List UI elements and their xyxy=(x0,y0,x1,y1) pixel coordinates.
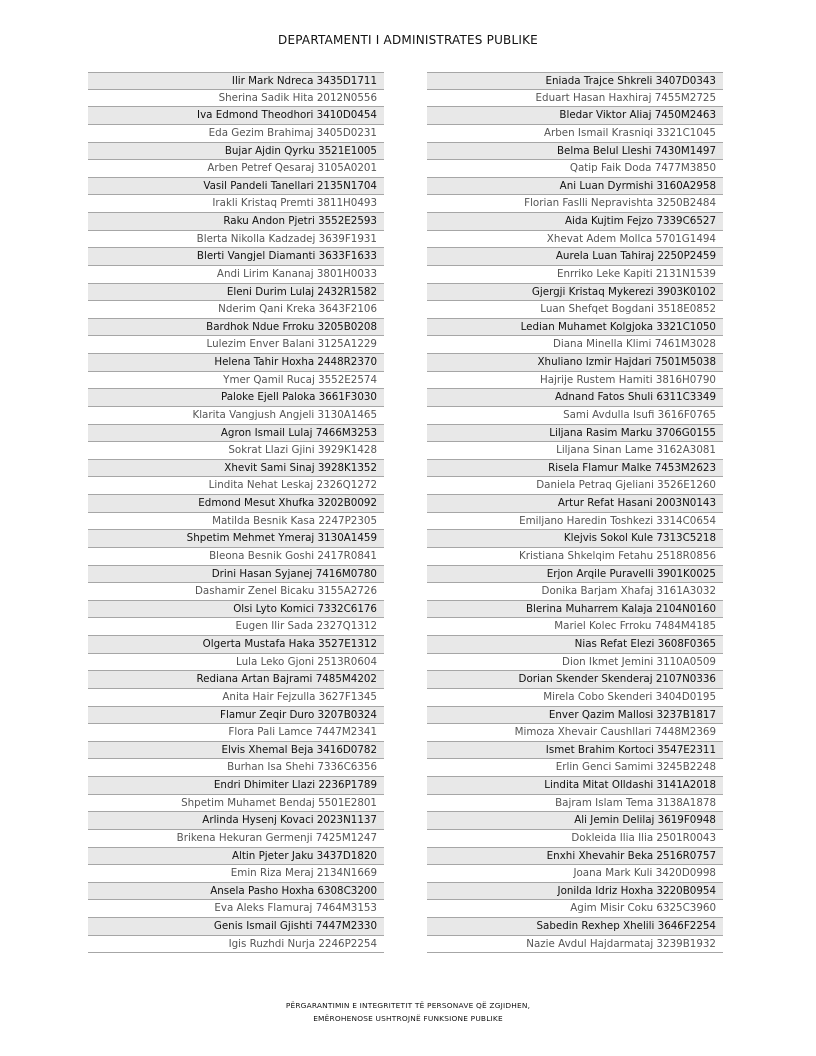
list-item: Blerina Muharrem Kalaja 2104N0160 xyxy=(427,601,723,619)
list-item: Qatip Faik Doda 7477M3850 xyxy=(427,160,723,178)
list-item: Lindita Mitat Olldashi 3141A2018 xyxy=(427,777,723,795)
list-item: Erjon Arqile Puravelli 3901K0025 xyxy=(427,566,723,584)
list-item: Enrriko Leke Kapiti 2131N1539 xyxy=(427,266,723,284)
list-item: Luan Shefqet Bogdani 3518E0852 xyxy=(427,301,723,319)
list-item: Ledian Muhamet Kolgjoka 3321C1050 xyxy=(427,319,723,337)
list-item: Liljana Sinan Lame 3162A3081 xyxy=(427,442,723,460)
list-item: Irakli Kristaq Premti 3811H0493 xyxy=(88,195,384,213)
list-item: Agim Misir Coku 6325C3960 xyxy=(427,900,723,918)
left-name-list xyxy=(88,72,384,953)
list-item: Andi Lirim Kananaj 3801H0033 xyxy=(88,266,384,284)
list-item: Ani Luan Dyrmishi 3160A2958 xyxy=(427,178,723,196)
list-item: Nazie Avdul Hajdarmataj 3239B1932 xyxy=(427,936,723,954)
list-item: Mimoza Xhevair Caushllari 7448M2369 xyxy=(427,724,723,742)
page-title: DEPARTAMENTI I ADMINISTRATES PUBLIKE xyxy=(278,33,538,47)
list-item: Gjergji Kristaq Mykerezi 3903K0102 xyxy=(427,284,723,302)
list-item: Vasil Pandeli Tanellari 2135N1704 xyxy=(88,178,384,196)
list-item: Ilir Mark Ndreca 3435D1711 xyxy=(88,72,384,90)
list-item: Emiljano Haredin Toshkezi 3314C0654 xyxy=(427,513,723,531)
list-item: Sokrat Llazi Gjini 3929K1428 xyxy=(88,442,384,460)
list-item: Lulezim Enver Balani 3125A1229 xyxy=(88,336,384,354)
list-item: Joana Mark Kuli 3420D0998 xyxy=(427,865,723,883)
list-item: Dashamir Zenel Bicaku 3155A2726 xyxy=(88,583,384,601)
list-item: Dokleida Ilia Ilia 2501R0043 xyxy=(427,830,723,848)
list-item: Genis Ismail Gjishti 7447M2330 xyxy=(88,918,384,936)
list-item: Shpetim Muhamet Bendaj 5501E2801 xyxy=(88,795,384,813)
list-item: Xhuliano Izmir Hajdari 7501M5038 xyxy=(427,354,723,372)
page-footer xyxy=(0,999,816,1025)
list-item: Eniada Trajce Shkreli 3407D0343 xyxy=(427,72,723,90)
list-item: Belma Belul Lleshi 7430M1497 xyxy=(427,143,723,161)
list-item: Ansela Pasho Hoxha 6308C3200 xyxy=(88,883,384,901)
list-item: Igis Ruzhdi Nurja 2246P2254 xyxy=(88,936,384,954)
footer-line-1: PËRGARANTIMIN E INTEGRITETIT TË PERSONAVE QË ZGJIDHEN, xyxy=(285,1001,531,1010)
list-item: Nderim Qani Kreka 3643F2106 xyxy=(88,301,384,319)
list-item: Arben Ismail Krasniqi 3321C1045 xyxy=(427,125,723,143)
list-item: Bardhok Ndue Frroku 3205B0208 xyxy=(88,319,384,337)
list-item: Diana Minella Klimi 7461M3028 xyxy=(427,336,723,354)
list-item: Bleona Besnik Goshi 2417R0841 xyxy=(88,548,384,566)
list-item: Eleni Durim Lulaj 2432R1582 xyxy=(88,284,384,302)
list-item: Edmond Mesut Xhufka 3202B0092 xyxy=(88,495,384,513)
list-item: Adnand Fatos Shuli 6311C3349 xyxy=(427,389,723,407)
list-item: Mirela Cobo Skenderi 3404D0195 xyxy=(427,689,723,707)
list-item: Xhevit Sami Sinaj 3928K1352 xyxy=(88,460,384,478)
list-item: Iva Edmond Theodhori 3410D0454 xyxy=(88,107,384,125)
list-item: Erlin Genci Samimi 3245B2248 xyxy=(427,759,723,777)
list-item: Ali Jemin Delilaj 3619F0948 xyxy=(427,812,723,830)
list-item: Eduart Hasan Haxhiraj 7455M2725 xyxy=(427,90,723,108)
list-item: Sabedin Rexhep Xhelili 3646F2254 xyxy=(427,918,723,936)
list-item: Olsi Lyto Komici 7332C6176 xyxy=(88,601,384,619)
list-item: Blerti Vangjel Diamanti 3633F1633 xyxy=(88,248,384,266)
list-item: Lula Leko Gjoni 2513R0604 xyxy=(88,654,384,672)
list-item: Matilda Besnik Kasa 2247P2305 xyxy=(88,513,384,531)
list-item: Brikena Hekuran Germenji 7425M1247 xyxy=(88,830,384,848)
list-item: Eugen Ilir Sada 2327Q1312 xyxy=(88,618,384,636)
list-item: Klejvis Sokol Kule 7313C5218 xyxy=(427,530,723,548)
list-item: Rediana Artan Bajrami 7485M4202 xyxy=(88,671,384,689)
list-item: Endri Dhimiter Llazi 2236P1789 xyxy=(88,777,384,795)
list-item: Flora Pali Lamce 7447M2341 xyxy=(88,724,384,742)
list-item: Agron Ismail Lulaj 7466M3253 xyxy=(88,425,384,443)
list-item: Arlinda Hysenj Kovaci 2023N1137 xyxy=(88,812,384,830)
list-item: Sherina Sadik Hita 2012N0556 xyxy=(88,90,384,108)
list-item: Dorian Skender Skenderaj 2107N0336 xyxy=(427,671,723,689)
list-item: Ymer Qamil Rucaj 3552E2574 xyxy=(88,372,384,390)
list-item: Artur Refat Hasani 2003N0143 xyxy=(427,495,723,513)
list-item: Dion Ikmet Jemini 3110A0509 xyxy=(427,654,723,672)
list-item: Altin Pjeter Jaku 3437D1820 xyxy=(88,848,384,866)
list-item: Bledar Viktor Aliaj 7450M2463 xyxy=(427,107,723,125)
list-item: Ismet Brahim Kortoci 3547E2311 xyxy=(427,742,723,760)
list-item: Nias Refat Elezi 3608F0365 xyxy=(427,636,723,654)
right-name-list xyxy=(427,72,723,953)
list-item: Burhan Isa Shehi 7336C6356 xyxy=(88,759,384,777)
list-item: Shpetim Mehmet Ymeraj 3130A1459 xyxy=(88,530,384,548)
list-item: Eda Gezim Brahimaj 3405D0231 xyxy=(88,125,384,143)
list-item: Bajram Islam Tema 3138A1878 xyxy=(427,795,723,813)
list-item: Aurela Luan Tahiraj 2250P2459 xyxy=(427,248,723,266)
list-item: Anita Hair Fejzulla 3627F1345 xyxy=(88,689,384,707)
list-item: Eva Aleks Flamuraj 7464M3153 xyxy=(88,900,384,918)
list-item: Florian Faslli Nepravishta 3250B2484 xyxy=(427,195,723,213)
list-item: Xhevat Adem Mollca 5701G1494 xyxy=(427,231,723,249)
footer-line-2: EMËROHENOSE USHTROJNË FUNKSIONE PUBLIKE xyxy=(313,1014,503,1023)
list-item: Hajrije Rustem Hamiti 3816H0790 xyxy=(427,372,723,390)
list-item: Elvis Xhemal Beja 3416D0782 xyxy=(88,742,384,760)
list-item: Paloke Ejell Paloka 3661F3030 xyxy=(88,389,384,407)
list-item: Raku Andon Pjetri 3552E2593 xyxy=(88,213,384,231)
list-item: Enver Qazim Mallosi 3237B1817 xyxy=(427,707,723,725)
list-item: Klarita Vangjush Angjeli 3130A1465 xyxy=(88,407,384,425)
list-item: Daniela Petraq Gjeliani 3526E1260 xyxy=(427,477,723,495)
list-item: Risela Flamur Malke 7453M2623 xyxy=(427,460,723,478)
list-item: Lindita Nehat Leskaj 2326Q1272 xyxy=(88,477,384,495)
list-item: Helena Tahir Hoxha 2448R2370 xyxy=(88,354,384,372)
list-item: Mariel Kolec Frroku 7484M4185 xyxy=(427,618,723,636)
list-item: Enxhi Xhevahir Beka 2516R0757 xyxy=(427,848,723,866)
list-item: Olgerta Mustafa Haka 3527E1312 xyxy=(88,636,384,654)
list-item: Liljana Rasim Marku 3706G0155 xyxy=(427,425,723,443)
list-item: Flamur Zeqir Duro 3207B0324 xyxy=(88,707,384,725)
list-item: Bujar Ajdin Qyrku 3521E1005 xyxy=(88,143,384,161)
list-item: Blerta Nikolla Kadzadej 3639F1931 xyxy=(88,231,384,249)
list-item: Sami Avdulla Isufi 3616F0765 xyxy=(427,407,723,425)
list-item: Donika Barjam Xhafaj 3161A3032 xyxy=(427,583,723,601)
list-item: Kristiana Shkelqim Fetahu 2518R0856 xyxy=(427,548,723,566)
list-item: Jonilda Idriz Hoxha 3220B0954 xyxy=(427,883,723,901)
list-item: Arben Petref Qesaraj 3105A0201 xyxy=(88,160,384,178)
list-item: Emin Riza Meraj 2134N1669 xyxy=(88,865,384,883)
list-item: Aida Kujtim Fejzo 7339C6527 xyxy=(427,213,723,231)
list-item: Drini Hasan Syjanej 7416M0780 xyxy=(88,566,384,584)
